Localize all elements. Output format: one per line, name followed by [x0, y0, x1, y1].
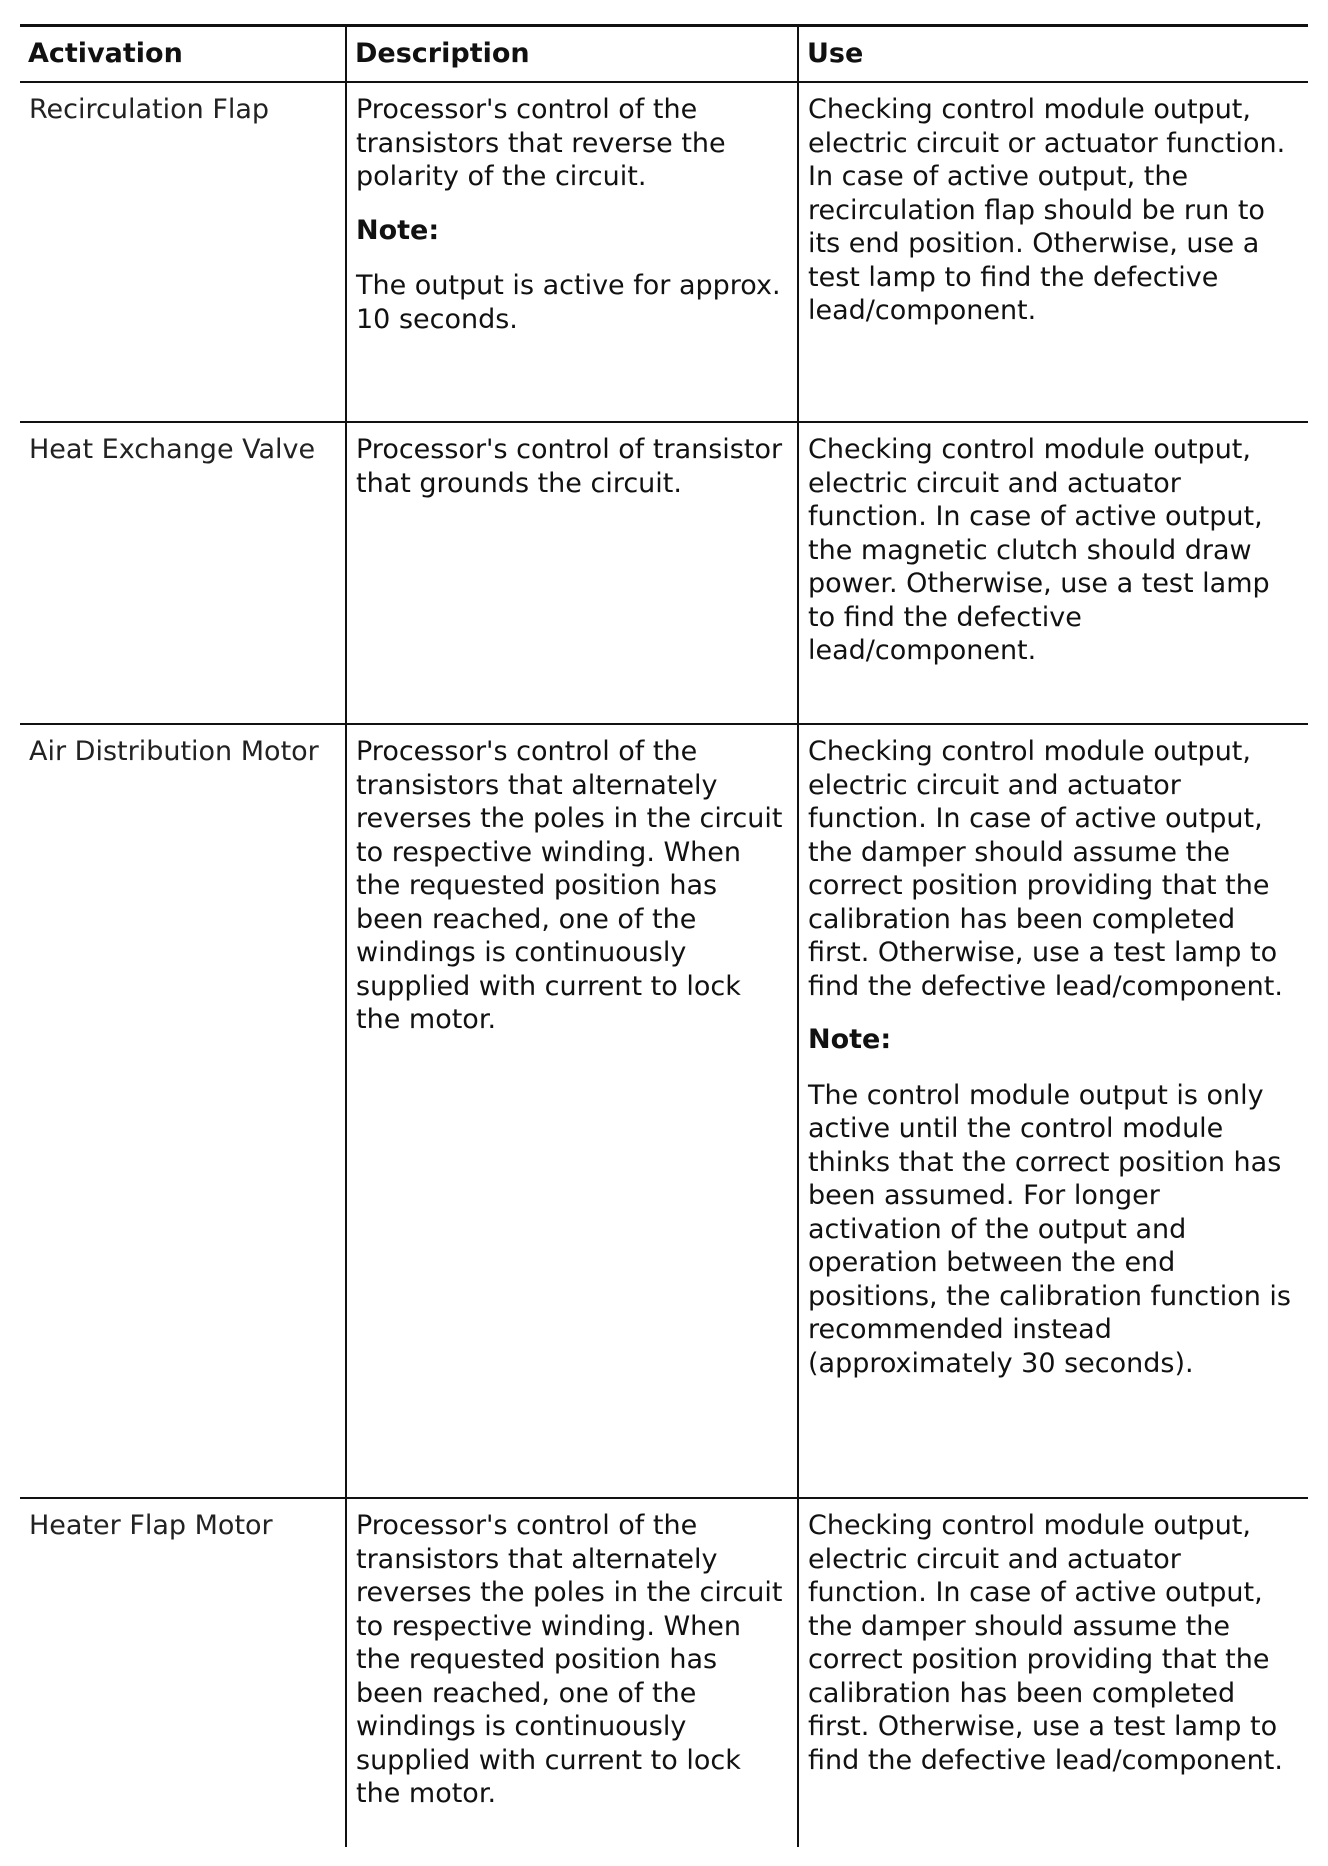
- note-heading: Note:: [356, 214, 440, 246]
- activation-cell: Recirculation Flap: [20, 82, 346, 422]
- activation-cell: Heater Flap Motor: [29, 1510, 273, 1541]
- note-text: The output is active for approx. 10 seconds.: [356, 270, 781, 335]
- description-text: Processor's control of the transistors that reverse the polarity of the circuit.: [356, 94, 726, 192]
- activation-cell: Air Distribution Motor: [20, 724, 346, 1498]
- header-use: Use: [798, 26, 1308, 83]
- description-text: Processor's control of the transistors that alternately reverses the poles in the circuit to respective winding. When the requested position has been reached, one of the windings is continuously supplied with current to lock the motor.: [356, 736, 783, 1035]
- description-cell: [346, 82, 798, 422]
- table-header-row: [20, 26, 1308, 83]
- note-text: The control module output is only active until the control module thinks that the correct position has been assumed. For longer activation of the output and operation between the end positions, the calibration function is recommended instead (approximately 30 seconds).: [808, 1079, 1291, 1379]
- use-text: Checking control module output, electric circuit and actuator function. In case of active output, the damper should assume the correct position providing that the calibration has been completed first. Otherwise, use a test lamp to find the defective lead/component.: [808, 1510, 1283, 1776]
- header-description: Description: [346, 26, 798, 83]
- description-cell: [346, 422, 798, 724]
- use-cell: [798, 82, 1308, 422]
- description-cell: [346, 1498, 798, 1847]
- note-heading: Note:: [808, 1024, 892, 1055]
- use-cell: [798, 724, 1308, 1498]
- use-cell: [798, 1498, 1308, 1847]
- activation-table: [20, 24, 1308, 1847]
- table-row: [20, 1498, 1308, 1847]
- description-text: Processor's control of transistor that grounds the circuit.: [356, 434, 783, 499]
- use-text: Checking control module output, electric circuit or actuator function. In case of active output, the recirculation flap should be run to its end position. Otherwise, use a test lamp to find the defective lead/component.: [808, 94, 1286, 326]
- description-cell: [346, 724, 798, 1498]
- description-text: Processor's control of the transistors that alternately reverses the poles in the circuit to respective winding. When the requested position has been reached, one of the windings is continuously supplied with current to lock the motor.: [356, 1510, 783, 1809]
- use-text: Checking control module output, electric circuit and actuator function. In case of active output, the damper should assume the correct position providing that the calibration has been completed first. Otherwise, use a test lamp to find the defective lead/component.: [808, 736, 1283, 1002]
- table-row: [20, 724, 1308, 1498]
- table-row: [20, 422, 1308, 724]
- header-activation: Activation: [20, 26, 346, 83]
- use-cell: [798, 422, 1308, 724]
- table-row: [20, 82, 1308, 422]
- activation-cell: Heat Exchange Valve: [20, 422, 346, 724]
- use-text: Checking control module output, electric circuit and actuator function. In case of active output, the magnetic clutch should draw power. Otherwise, use a test lamp to find the defective lead/component.: [808, 434, 1270, 666]
